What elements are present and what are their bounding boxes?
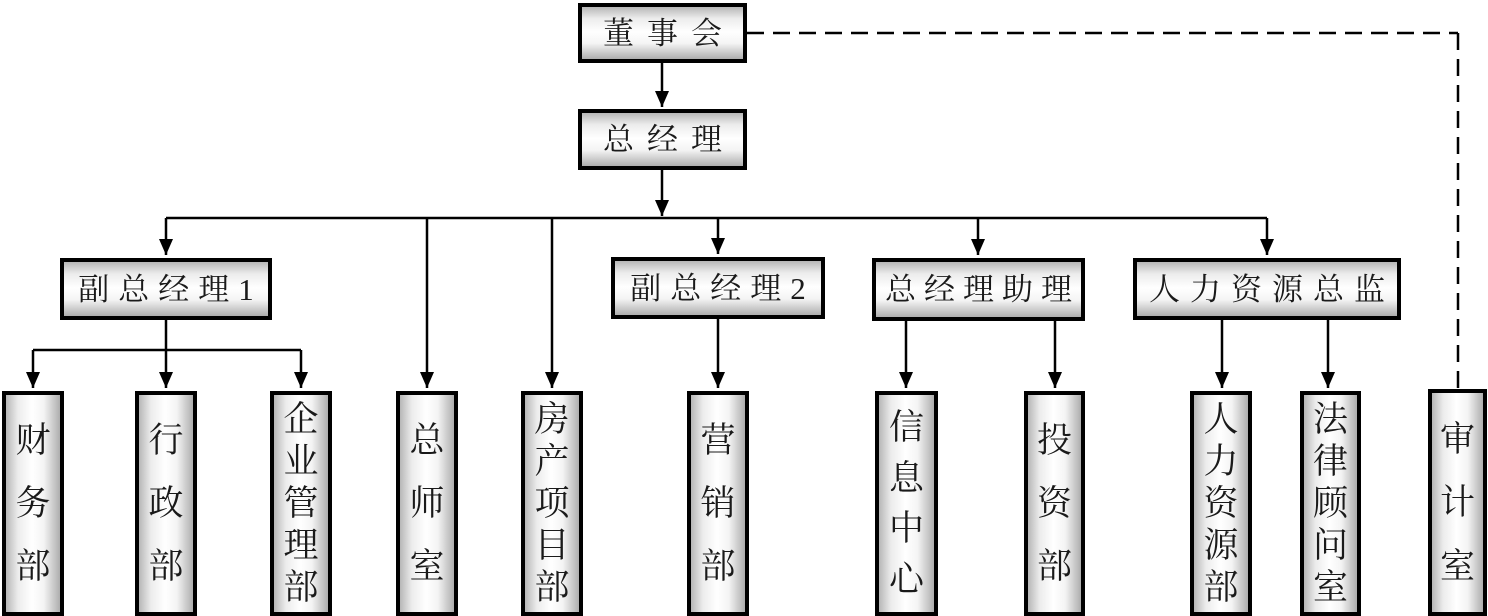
node-investment-dept	[1024, 391, 1085, 616]
dept-label: 人 力 资 源 部	[1203, 400, 1239, 607]
node-marketing-dept	[687, 391, 749, 616]
node-label: 人力资源总监	[1149, 271, 1395, 307]
dept-label: 信 息 中 心	[888, 408, 924, 599]
node-audit-office	[1428, 389, 1487, 616]
dept-label: 审 计 室	[1439, 419, 1475, 586]
node-realestate-project-dept	[521, 391, 583, 616]
node-label: 总经理助理	[885, 272, 1080, 307]
dept-label: 投 资 部	[1036, 421, 1072, 586]
dept-label: 总 师 室	[409, 421, 445, 586]
dept-label: 企 业 管 理 部	[283, 400, 319, 607]
node-general-manager	[578, 109, 747, 170]
node-info-center	[875, 391, 938, 616]
node-gm-assistant	[872, 258, 1085, 321]
node-finance-dept	[2, 391, 64, 616]
dept-label: 财 务 部	[15, 421, 51, 586]
node-legal-counsel-office	[1300, 391, 1361, 616]
node-hr-director	[1133, 258, 1401, 320]
node-label: 副总经理2	[630, 270, 815, 306]
dept-label: 行 政 部	[148, 421, 184, 586]
node-enterprise-mgmt-dept	[270, 391, 332, 616]
node-label: 副总经理1	[78, 271, 263, 307]
node-label: 董事会	[603, 15, 735, 51]
node-deputy-gm-1	[60, 258, 272, 320]
node-hr-dept	[1190, 391, 1252, 616]
dept-label: 营 销 部	[700, 421, 736, 586]
node-admin-dept	[135, 391, 197, 616]
node-deputy-gm-2	[611, 257, 825, 319]
dept-label: 房 产 项 目 部	[534, 400, 570, 607]
dashed-audit-connector	[747, 33, 1458, 388]
dept-label: 法 律 顾 问 室	[1312, 400, 1348, 607]
node-label: 总经理	[603, 122, 735, 157]
node-chief-engineer-office	[396, 391, 458, 616]
node-board-of-directors	[578, 3, 747, 63]
